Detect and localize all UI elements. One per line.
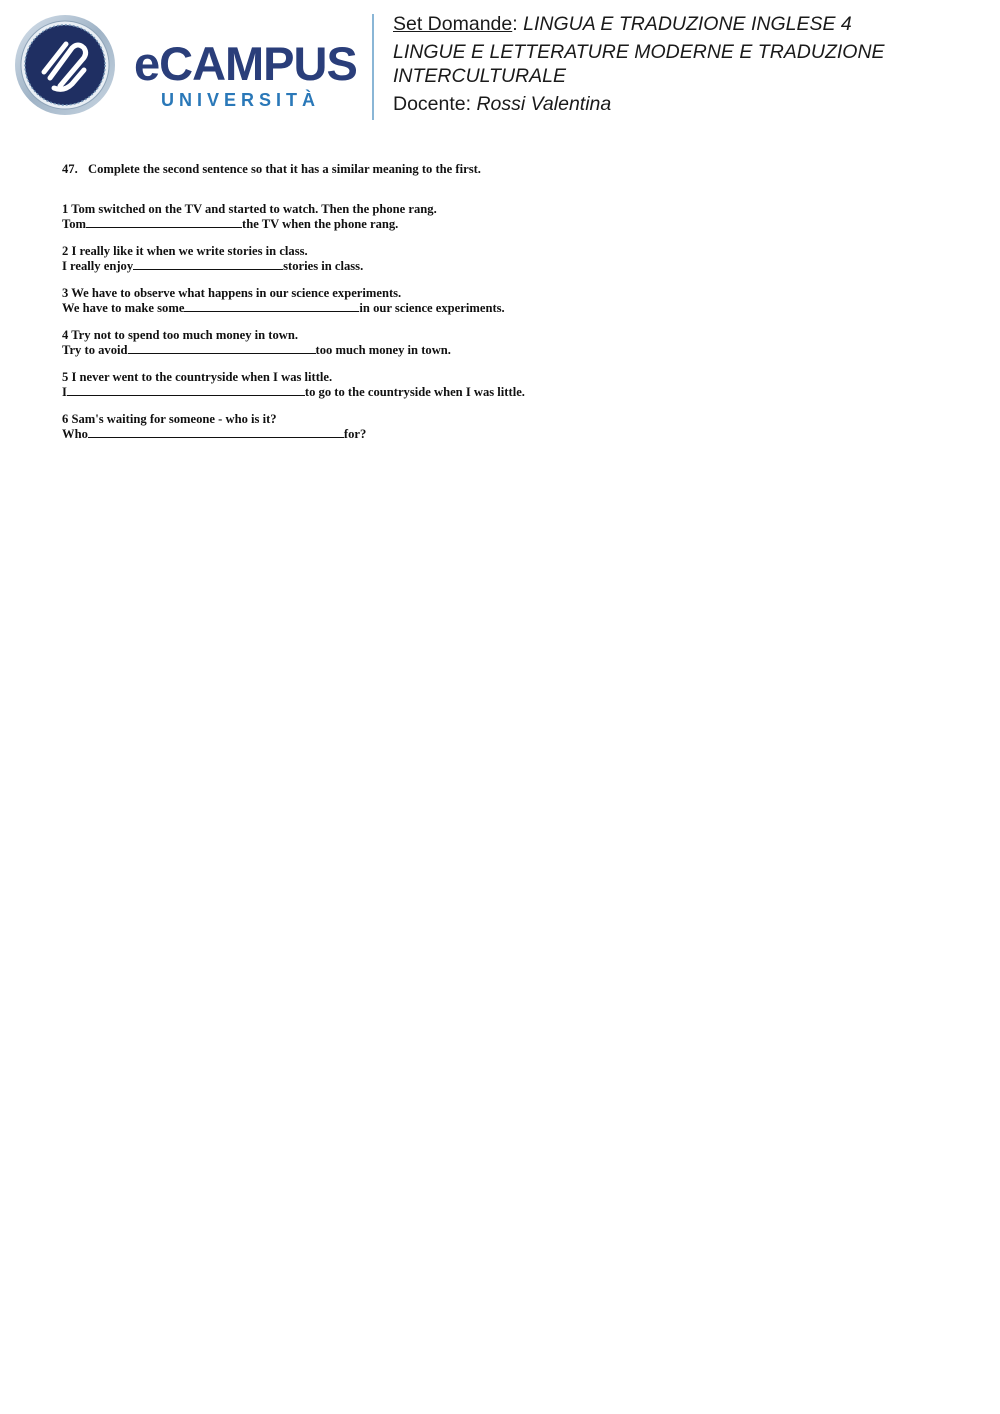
rewrite-prefix: Try to avoid xyxy=(62,343,128,357)
answer-blank[interactable] xyxy=(128,342,316,354)
rewrite-sentence xyxy=(62,216,962,231)
original-sentence: 3 We have to observe what happens in our science experiments. xyxy=(62,286,402,300)
degree-program: LINGUE E LETTERATURE MODERNE E TRADUZIONE INTERCULTURALE xyxy=(393,41,885,87)
rewrite-prefix: Tom xyxy=(62,217,87,231)
rewrite-prefix: I really enjoy xyxy=(62,259,134,273)
rewrite-suffix: too much money in town. xyxy=(315,343,451,357)
answer-blank[interactable] xyxy=(133,258,283,270)
rewrite-prefix: We have to make some xyxy=(62,301,185,315)
course-info xyxy=(393,12,953,116)
question-number: 47. xyxy=(62,162,78,176)
exercise-item xyxy=(62,244,962,273)
answer-blank[interactable] xyxy=(88,426,344,438)
teacher-name: Rossi Valentina xyxy=(476,93,612,115)
course-title: LINGUA E TRADUZIONE INGLESE 4 xyxy=(523,13,852,35)
original-sentence: 4 Try not to spend too much money in town. xyxy=(62,328,299,342)
teacher-row xyxy=(393,92,953,116)
page-header xyxy=(0,0,1000,130)
rewrite-sentence xyxy=(62,426,962,441)
rewrite-suffix: the TV when the phone rang. xyxy=(242,217,399,231)
original-sentence: 1 Tom switched on the TV and started to watch. Then the phone rang. xyxy=(62,202,437,216)
header-divider xyxy=(372,14,374,120)
answer-blank[interactable] xyxy=(86,216,242,228)
exercise-item xyxy=(62,328,962,357)
rewrite-suffix: for? xyxy=(343,427,367,441)
exercise-item xyxy=(62,370,962,399)
set-label: Set Domande xyxy=(393,13,513,35)
rewrite-sentence xyxy=(62,384,962,399)
set-separator: : xyxy=(512,13,524,35)
rewrite-suffix: stories in class. xyxy=(283,259,364,273)
teacher-label: Docente: xyxy=(393,93,477,115)
rewrite-sentence xyxy=(62,342,962,357)
answer-blank[interactable] xyxy=(67,384,305,396)
rewrite-sentence xyxy=(62,258,962,273)
question-instruction: Complete the second sentence so that it has a similar meaning to the first. xyxy=(88,162,481,176)
rewrite-suffix: in our science experiments. xyxy=(359,301,505,315)
original-sentence: 5 I never went to the countryside when I was little. xyxy=(62,370,333,384)
exercise-item xyxy=(62,286,962,315)
university-seal-icon xyxy=(14,14,116,116)
rewrite-suffix: to go to the countryside when I was little. xyxy=(304,385,525,399)
rewrite-sentence xyxy=(62,300,962,315)
question-content xyxy=(62,162,962,454)
set-row xyxy=(393,12,953,36)
universita-subtitle: UNIVERSITÀ xyxy=(161,90,321,110)
original-sentence: 2 I really like it when we write stories in class. xyxy=(62,244,308,258)
answer-blank[interactable] xyxy=(184,300,359,312)
question-title xyxy=(62,162,962,176)
original-sentence: 6 Sam's waiting for someone - who is it? xyxy=(62,412,277,426)
exercise-item xyxy=(62,412,962,441)
exercise-item xyxy=(62,202,962,231)
rewrite-prefix: I xyxy=(62,385,67,399)
rewrite-prefix: Who xyxy=(62,427,88,441)
ecampus-wordmark: eCAMPUS xyxy=(134,37,357,90)
ecampus-logo xyxy=(14,14,359,118)
